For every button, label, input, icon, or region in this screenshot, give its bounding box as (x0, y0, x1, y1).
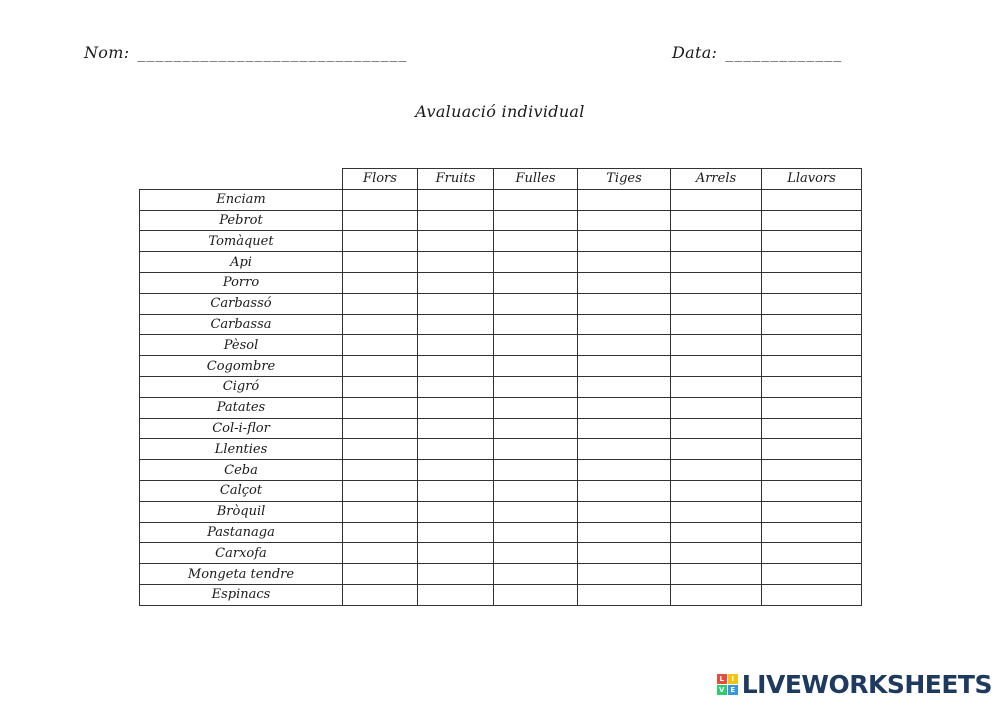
answer-cell-tiges[interactable] (578, 480, 671, 501)
answer-cell-flors[interactable] (343, 376, 418, 397)
date-label: Data: (672, 43, 718, 62)
logo-text: LIVEWORKSHEETS (741, 670, 992, 699)
answer-cell-llavors[interactable] (762, 397, 862, 418)
row-label: Cigró (140, 376, 343, 397)
answer-cell-arrels[interactable] (671, 522, 762, 543)
answer-cell-fulles[interactable] (494, 418, 578, 439)
table-row (140, 314, 862, 335)
answer-cell-fruits[interactable] (418, 397, 494, 418)
answer-cell-arrels[interactable] (671, 210, 762, 231)
table-row (140, 356, 862, 377)
column-header-flors: Flors (343, 169, 418, 190)
answer-cell-fulles[interactable] (494, 501, 578, 522)
answer-cell-tiges[interactable] (578, 189, 671, 210)
answer-cell-flors[interactable] (343, 252, 418, 273)
row-label: Pastanaga (140, 522, 343, 543)
answer-cell-arrels[interactable] (671, 480, 762, 501)
row-label: Porro (140, 272, 343, 293)
table-row (140, 335, 862, 356)
name-field (84, 43, 407, 62)
answer-cell-arrels[interactable] (671, 543, 762, 564)
name-blank-line[interactable]: ______________________________ (137, 43, 408, 62)
answer-cell-fulles[interactable] (494, 397, 578, 418)
answer-cell-fulles[interactable] (494, 584, 578, 605)
column-header-fruits: Fruits (418, 169, 494, 190)
answer-cell-tiges[interactable] (578, 356, 671, 377)
answer-cell-flors[interactable] (343, 480, 418, 501)
answer-cell-flors[interactable] (343, 272, 418, 293)
answer-cell-fulles[interactable] (494, 272, 578, 293)
logo-block: L (717, 674, 727, 684)
answer-cell-llavors[interactable] (762, 272, 862, 293)
row-label: Pèsol (140, 335, 343, 356)
row-label: Espinacs (140, 584, 343, 605)
answer-cell-tiges[interactable] (578, 272, 671, 293)
answer-cell-tiges[interactable] (578, 397, 671, 418)
answer-cell-tiges[interactable] (578, 522, 671, 543)
answer-cell-llavors[interactable] (762, 439, 862, 460)
row-label: Ceba (140, 460, 343, 481)
answer-cell-flors[interactable] (343, 314, 418, 335)
table-row (140, 460, 862, 481)
answer-cell-fruits[interactable] (418, 376, 494, 397)
answer-cell-llavors[interactable] (762, 314, 862, 335)
answer-cell-fulles[interactable] (494, 522, 578, 543)
answer-cell-fulles[interactable] (494, 314, 578, 335)
answer-cell-flors[interactable] (343, 522, 418, 543)
answer-cell-fulles[interactable] (494, 189, 578, 210)
answer-cell-tiges[interactable] (578, 439, 671, 460)
answer-cell-llavors[interactable] (762, 543, 862, 564)
answer-cell-fulles[interactable] (494, 210, 578, 231)
row-label: Carxofa (140, 543, 343, 564)
row-label: Col-i-flor (140, 418, 343, 439)
answer-cell-fulles[interactable] (494, 335, 578, 356)
answer-cell-tiges[interactable] (578, 564, 671, 585)
answer-cell-llavors[interactable] (762, 189, 862, 210)
answer-cell-arrels[interactable] (671, 397, 762, 418)
answer-cell-arrels[interactable] (671, 439, 762, 460)
row-label: Enciam (140, 189, 343, 210)
table-row (140, 231, 862, 252)
answer-cell-tiges[interactable] (578, 210, 671, 231)
table-row (140, 564, 862, 585)
answer-cell-llavors[interactable] (762, 356, 862, 377)
logo-block: V (717, 685, 727, 695)
answer-cell-tiges[interactable] (578, 584, 671, 605)
corner-cell (140, 169, 343, 190)
answer-cell-llavors[interactable] (762, 584, 862, 605)
answer-cell-llavors[interactable] (762, 293, 862, 314)
answer-cell-fulles[interactable] (494, 293, 578, 314)
row-label: Mongeta tendre (140, 564, 343, 585)
row-label: Patates (140, 397, 343, 418)
answer-cell-arrels[interactable] (671, 584, 762, 605)
answer-cell-llavors[interactable] (762, 564, 862, 585)
table-row (140, 189, 862, 210)
answer-cell-flors[interactable] (343, 356, 418, 377)
worksheet-title: Avaluació individual (415, 102, 585, 121)
answer-cell-arrels[interactable] (671, 314, 762, 335)
answer-cell-arrels[interactable] (671, 335, 762, 356)
answer-cell-arrels[interactable] (671, 252, 762, 273)
table-row (140, 418, 862, 439)
answer-cell-fruits[interactable] (418, 272, 494, 293)
row-label: Calçot (140, 480, 343, 501)
answer-cell-tiges[interactable] (578, 543, 671, 564)
column-header-fulles: Fulles (494, 169, 578, 190)
table-row (140, 252, 862, 273)
evaluation-table (139, 168, 862, 606)
answer-cell-arrels[interactable] (671, 272, 762, 293)
answer-cell-fulles[interactable] (494, 376, 578, 397)
answer-cell-tiges[interactable] (578, 376, 671, 397)
answer-cell-tiges[interactable] (578, 501, 671, 522)
answer-cell-llavors[interactable] (762, 460, 862, 481)
table-row (140, 522, 862, 543)
answer-cell-fruits[interactable] (418, 543, 494, 564)
answer-cell-tiges[interactable] (578, 314, 671, 335)
answer-cell-flors[interactable] (343, 293, 418, 314)
answer-cell-fruits[interactable] (418, 522, 494, 543)
answer-cell-arrels[interactable] (671, 418, 762, 439)
answer-cell-fruits[interactable] (418, 584, 494, 605)
answer-cell-llavors[interactable] (762, 231, 862, 252)
answer-cell-fruits[interactable] (418, 356, 494, 377)
answer-cell-flors[interactable] (343, 543, 418, 564)
table-row (140, 272, 862, 293)
answer-cell-tiges[interactable] (578, 418, 671, 439)
answer-cell-fulles[interactable] (494, 356, 578, 377)
answer-cell-tiges[interactable] (578, 252, 671, 273)
table-row (140, 376, 862, 397)
answer-cell-fruits[interactable] (418, 189, 494, 210)
answer-cell-arrels[interactable] (671, 460, 762, 481)
row-label: Carbassa (140, 314, 343, 335)
table-header-row (140, 169, 862, 190)
name-label: Nom: (84, 43, 130, 62)
column-header-arrels: Arrels (671, 169, 762, 190)
answer-cell-fruits[interactable] (418, 439, 494, 460)
answer-cell-arrels[interactable] (671, 376, 762, 397)
row-label: Tomàquet (140, 231, 343, 252)
table-row (140, 584, 862, 605)
table-row (140, 480, 862, 501)
answer-cell-fruits[interactable] (418, 231, 494, 252)
answer-cell-fruits[interactable] (418, 501, 494, 522)
row-label: Carbassó (140, 293, 343, 314)
row-label: Pebrot (140, 210, 343, 231)
logo-icon (717, 674, 738, 695)
answer-cell-tiges[interactable] (578, 231, 671, 252)
answer-cell-llavors[interactable] (762, 252, 862, 273)
answer-cell-fruits[interactable] (418, 252, 494, 273)
answer-cell-flors[interactable] (343, 439, 418, 460)
answer-cell-arrels[interactable] (671, 189, 762, 210)
answer-cell-fruits[interactable] (418, 335, 494, 356)
answer-cell-arrels[interactable] (671, 501, 762, 522)
answer-cell-fulles[interactable] (494, 231, 578, 252)
table-row (140, 439, 862, 460)
answer-cell-fruits[interactable] (418, 314, 494, 335)
date-field (672, 43, 842, 62)
logo-block: I (728, 674, 738, 684)
answer-cell-llavors[interactable] (762, 418, 862, 439)
answer-cell-fulles[interactable] (494, 252, 578, 273)
answer-cell-flors[interactable] (343, 564, 418, 585)
answer-cell-fulles[interactable] (494, 480, 578, 501)
logo-block: E (728, 685, 738, 695)
answer-cell-flors[interactable] (343, 584, 418, 605)
table-row (140, 543, 862, 564)
answer-cell-flors[interactable] (343, 231, 418, 252)
answer-cell-flors[interactable] (343, 397, 418, 418)
answer-cell-arrels[interactable] (671, 564, 762, 585)
table-row (140, 501, 862, 522)
answer-cell-arrels[interactable] (671, 356, 762, 377)
answer-cell-fruits[interactable] (418, 480, 494, 501)
answer-cell-flors[interactable] (343, 460, 418, 481)
answer-cell-arrels[interactable] (671, 231, 762, 252)
answer-cell-flors[interactable] (343, 418, 418, 439)
answer-cell-flors[interactable] (343, 210, 418, 231)
row-label: Bròquil (140, 501, 343, 522)
row-label: Cogombre (140, 356, 343, 377)
answer-cell-fulles[interactable] (494, 564, 578, 585)
date-blank-line[interactable]: _____________ (725, 43, 843, 62)
column-header-tiges: Tiges (578, 169, 671, 190)
liveworksheets-logo (717, 670, 992, 699)
answer-cell-fulles[interactable] (494, 543, 578, 564)
answer-cell-tiges[interactable] (578, 460, 671, 481)
table-row (140, 397, 862, 418)
answer-cell-fruits[interactable] (418, 460, 494, 481)
answer-cell-fruits[interactable] (418, 418, 494, 439)
answer-cell-arrels[interactable] (671, 293, 762, 314)
row-label: Api (140, 252, 343, 273)
answer-cell-tiges[interactable] (578, 335, 671, 356)
answer-cell-llavors[interactable] (762, 480, 862, 501)
answer-cell-flors[interactable] (343, 335, 418, 356)
answer-cell-flors[interactable] (343, 189, 418, 210)
column-header-llavors: Llavors (762, 169, 862, 190)
answer-cell-fruits[interactable] (418, 210, 494, 231)
answer-cell-fruits[interactable] (418, 293, 494, 314)
answer-cell-fruits[interactable] (418, 564, 494, 585)
answer-cell-tiges[interactable] (578, 293, 671, 314)
answer-cell-fulles[interactable] (494, 439, 578, 460)
answer-cell-flors[interactable] (343, 501, 418, 522)
answer-cell-llavors[interactable] (762, 335, 862, 356)
table-row (140, 210, 862, 231)
row-label: Llenties (140, 439, 343, 460)
answer-cell-fulles[interactable] (494, 460, 578, 481)
answer-cell-llavors[interactable] (762, 210, 862, 231)
answer-cell-llavors[interactable] (762, 376, 862, 397)
answer-cell-llavors[interactable] (762, 522, 862, 543)
answer-cell-llavors[interactable] (762, 501, 862, 522)
table-row (140, 293, 862, 314)
